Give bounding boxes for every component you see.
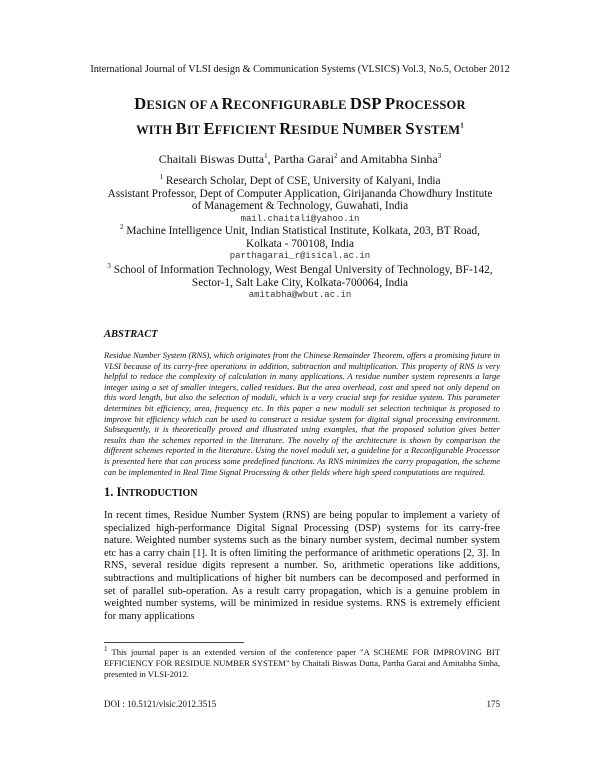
email-1[interactable]: mail.chaitali@yahoo.in <box>240 213 360 224</box>
affiliation-2: $^2$ Machine Intelligence Unit, Indian Statistical Institute, Kolkata, 203, BT Road, Kolkata - 700108, India parthagarai_r@isical.ac.in <box>60 225 540 263</box>
introduction-paragraph: In recent times, Residue Number System (RNS) are being popular to implement a variety of specialized high-performance Digital Signal Processing (DSP) systems for its carry-free nature. Weighted number systems such as the binary number system, decimal number system etc has a carry chain [1]. It is often limiting the performance of arithmetic operations [2, 3]. In RNS, several residue digits represent a number. So, arithmetic operations like additions, subtractions and multiplications of higher bit numbers can be decomposed and performed in set of parallel sub-operation. As a result carry propagation, which is a genuine problem in weighted number systems, will be minimized in residue systems. RNS is extremely efficient for many applications <box>104 510 500 622</box>
abstract-heading: ABSTRACT <box>104 329 158 340</box>
abstract-text: Residue Number System (RNS), which originates from the Chinese Remainder Theorem, offers a promising future in VLSI because of its carry-free operations in addition, subtraction and multiplication. This property of RNS is very helpful to reduce the complexity of calculation in many applications. A residue number system represents a large integer using a set of smaller integers, called residues. But the area overhead, cost and speed not only depend on this word length, but also the selection of moduli, which is a very crucial step for residue system. This parameter determines bit efficiency, area, frequency etc. In this paper a new moduli set selection technique is proposed to improve bit efficiency which can be used to construct a residue system for digital signal processing environment. Subsequently, it is theoretically proved and illustrated using examples, that the proposed solution gives better results than the schemes reported in the literature. The novelty of the architecture is shown by comparison the different schemes reported in the literature. Using the novel moduli set, a guideline for a Reconfigurable Processor is presented here that can process some predefined functions. As RNS minimizes the carry propagation, the scheme can be implemented in Real Time Signal Processing & other fields where high speed computations are required. <box>104 350 500 477</box>
footnote-divider <box>104 642 244 643</box>
email-3[interactable]: amitabha@wbut.ac.in <box>248 290 352 300</box>
running-header: International Journal of VLSI design & Communication Systems (VLSICS) Vol.3, No.5, October 2012 <box>90 64 510 75</box>
paper-title <box>60 92 540 142</box>
page-number: 175 <box>486 699 500 709</box>
doi[interactable]: DOI : 10.5121/vlsic.2012.3515 <box>104 699 217 709</box>
section-heading-introduction: 1. INTRODUCTION <box>104 485 198 499</box>
affiliation-1: $^1$ Research Scholar, Dept of CSE, University of Kalyani, India Assistant Professor, Dept of Computer Application, Girijananda Chowdhury Institute of Management & Technology, Guwahati, India mail.chaitali@yahoo.in <box>60 175 540 225</box>
author-list: Chaitali Biswas Dutta$^1$, Partha Garai$^2$ and Amitabha Sinha$^3$ <box>158 152 442 166</box>
email-2[interactable]: parthagarai_r@isical.ac.in <box>229 251 371 261</box>
title-line-2: WITH BIT EFFICIENT RESIDUE NUMBER SYSTEM$^1$ <box>136 119 464 138</box>
footnote: $^1$ This journal paper is an extended version of the conference paper "A SCHEME FOR IMPROVING BIT EFFICIENCY FOR RESIDUE NUMBER SYSTEM" by Chaitali Biswas Dutta, Partha Garai and Amitabha Sinha, presented in VLSI-2012. <box>104 645 500 679</box>
affiliation-3: $^3$ School of Information Technology, West Bengal University of Technology, BF-142, Sector-1, Salt Lake City, Kolkata-700064, India amitabha@wbut.ac.in <box>60 264 540 302</box>
title-line-1: DESIGN OF A RECONFIGURABLE DSP PROCESSOR <box>134 94 466 113</box>
